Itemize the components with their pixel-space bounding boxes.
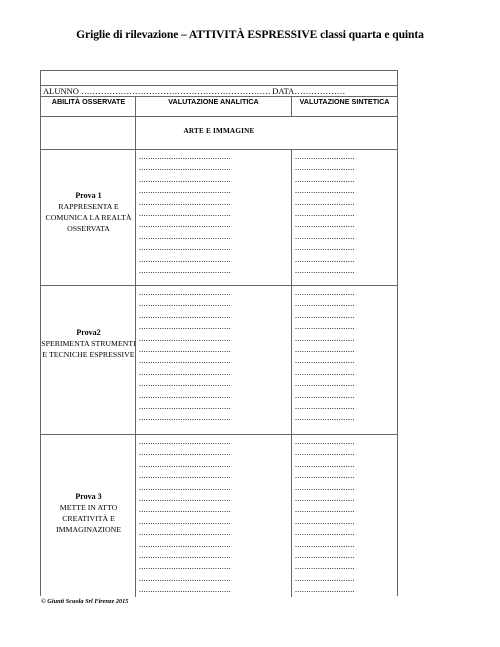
prova-1-sintetica-lines[interactable]: .......................... .......................... .......................... .......................... .......................... .......................... .......................... .......................... .......................... .......................... .......................... — [295, 152, 355, 276]
prova-1-label — [41, 190, 136, 234]
page-title: Griglie di rilevazione – ATTIVITÀ ESPRESSIVE classi quarta e quinta — [76, 28, 424, 41]
prova-2-analitica-lines[interactable]: ........................................ ........................................ ........................................ ........................................ ........................................ ........................................ ........................................ ........................................ ........................................ ........................................ ........................................ ........................................ — [139, 288, 231, 423]
prova-1-title: Prova 1 — [75, 191, 102, 200]
prova-3-analitica-lines[interactable]: ........................................ ........................................ ........................................ ........................................ ........................................ ........................................ ........................................ ........................................ ........................................ ........................................ ........................................ ........................................ ........................................ ........................................ — [139, 437, 231, 595]
prova-row-2 — [41, 286, 397, 435]
prova-2-description: SPERIMENTA STRUMENTI E TECNICHE ESPRESSIVE — [41, 339, 136, 359]
copyright-footer: © Giunti Scuola Srl Firenze 2015 — [41, 598, 129, 605]
prova-3-sintetica-lines[interactable]: .......................... .......................... .......................... .......................... .......................... .......................... .......................... .......................... .......................... .......................... .......................... .......................... .......................... .......................... — [295, 437, 355, 595]
prova-1-analitica-lines[interactable]: ........................................ ........................................ ........................................ ........................................ ........................................ ........................................ ........................................ ........................................ ........................................ ........................................ ........................................ — [139, 152, 231, 276]
divider-col2-head — [291, 96, 292, 117]
evaluation-grid — [40, 70, 398, 596]
header-abilita: ABILITÀ OSSERVATE — [51, 97, 126, 106]
prova-row-3 — [41, 435, 397, 597]
table-header — [41, 96, 397, 117]
prova-row-1 — [41, 150, 397, 286]
prova-3-label — [41, 491, 136, 535]
prova-2-label — [41, 327, 136, 360]
header-valutazione-sintetica: VALUTAZIONE SINTETICA — [299, 97, 390, 106]
prova-3-description: METTE IN ATTO CREATIVITÀ E IMMAGINAZIONE — [56, 503, 121, 534]
prova-1-description: RAPPRESENTA E COMUNICA LA REALTÀ OSSERVATA — [45, 202, 132, 233]
section-title: ARTE E IMMAGINE — [183, 127, 255, 135]
prova-2-title: Prova2 — [76, 328, 101, 337]
student-date-line[interactable]: ALUNNO …………………………………………………………. DATA……………… — [43, 86, 346, 96]
prova-3-title: Prova 3 — [75, 492, 102, 501]
header-valutazione-analitica: VALUTAZIONE ANALITICA — [168, 97, 259, 106]
prova-2-sintetica-lines[interactable]: .......................... .......................... .......................... .......................... .......................... .......................... .......................... .......................... .......................... .......................... .......................... .......................... — [295, 288, 355, 423]
section-band — [41, 117, 397, 150]
